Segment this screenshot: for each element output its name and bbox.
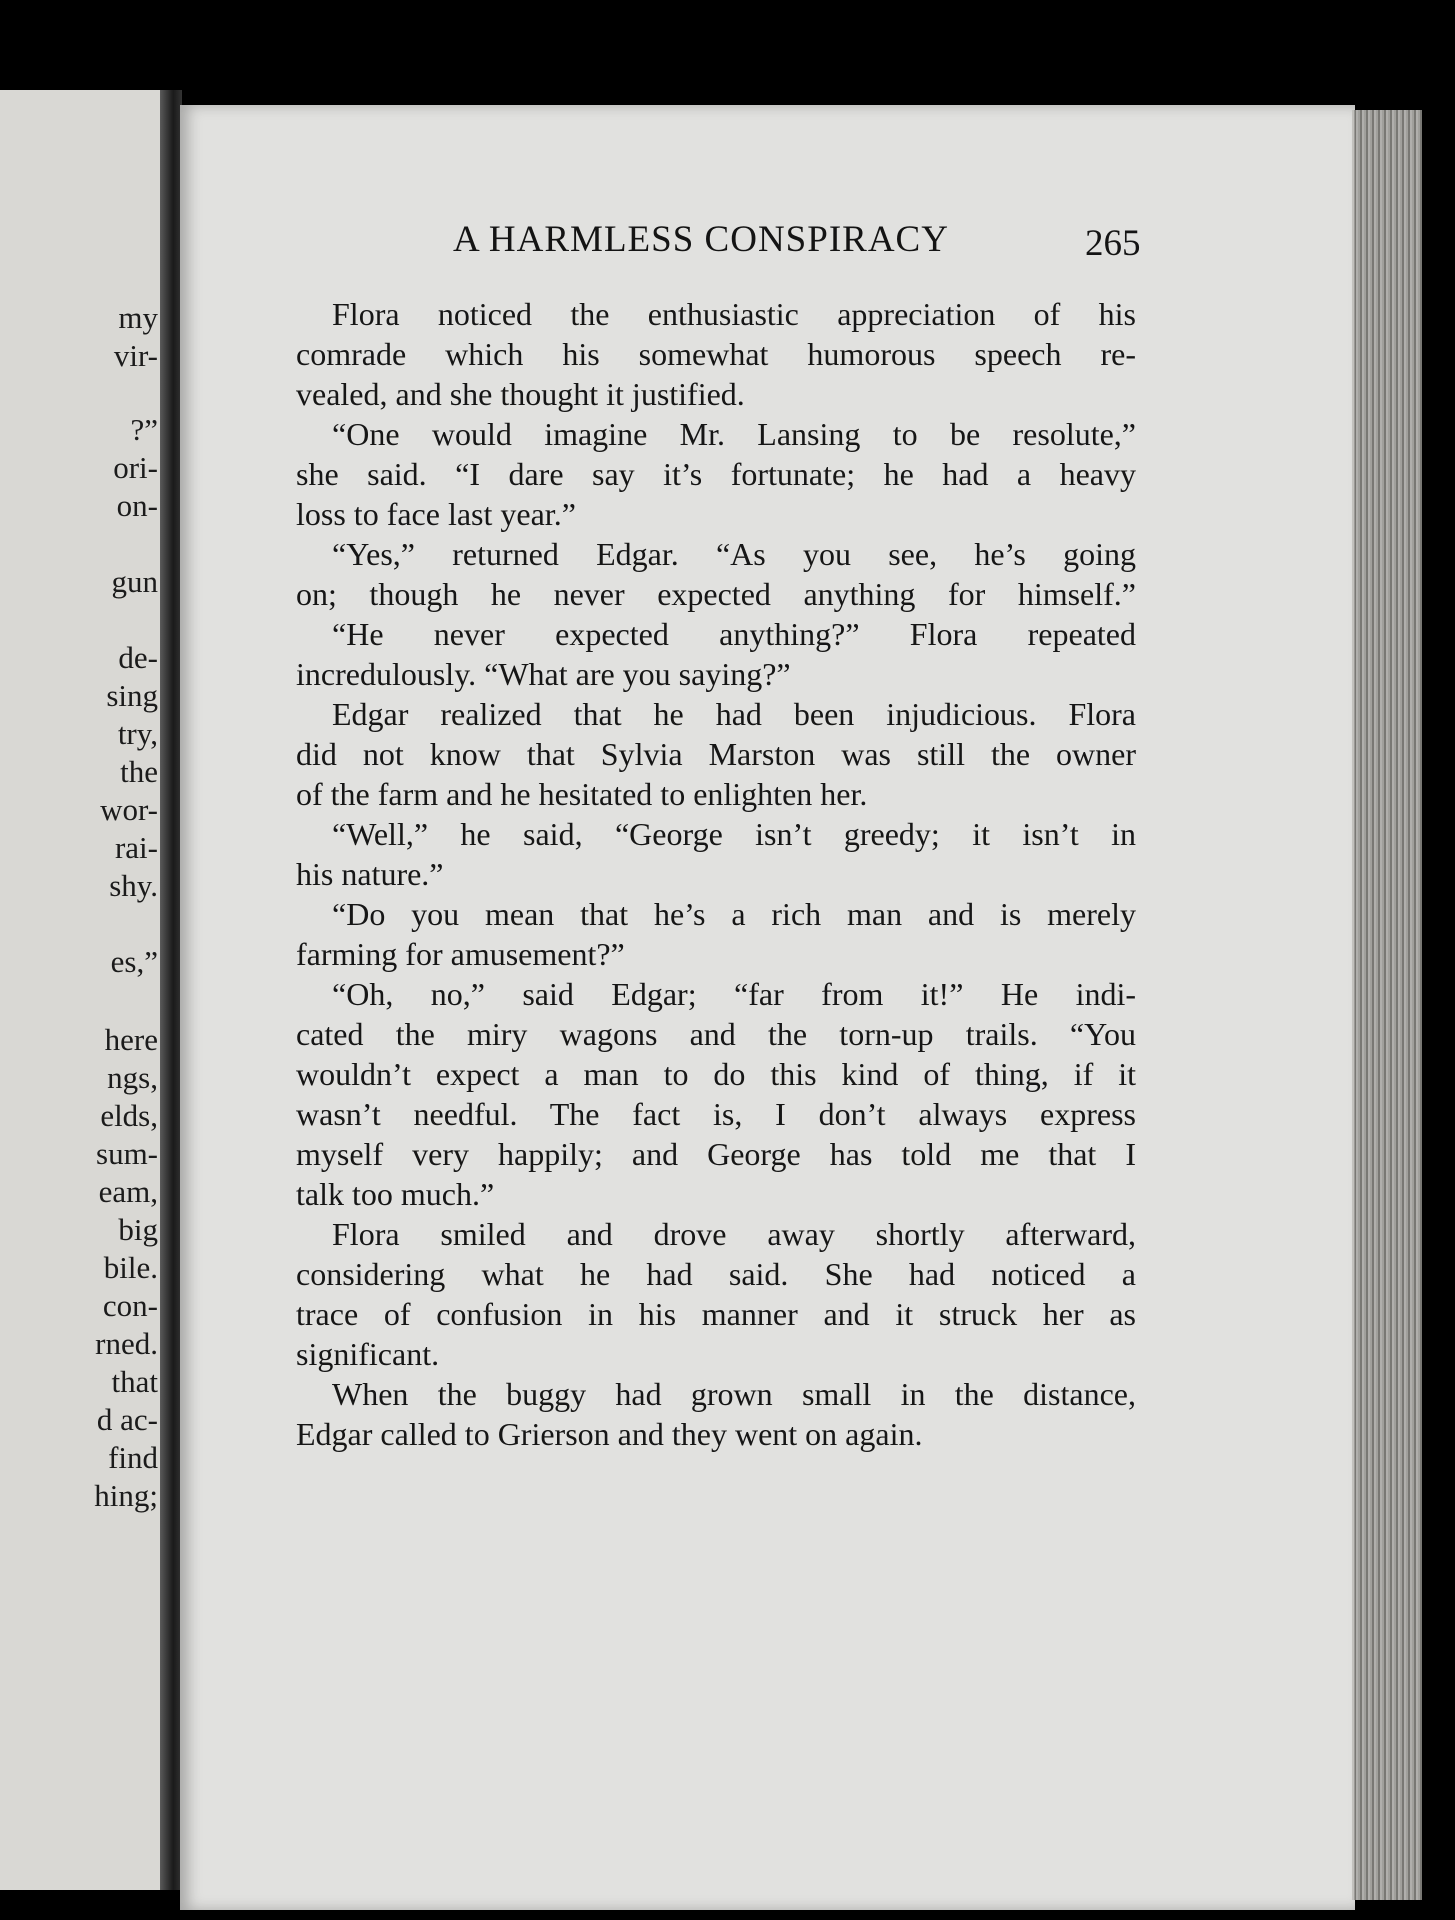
facing-page-line: shy. xyxy=(109,868,158,903)
body-line: “Yes,” returned Edgar. “As you see, he’s going xyxy=(332,536,1136,572)
body-line: wouldn’t expect a man to do this kind of thing, if it xyxy=(296,1056,1136,1092)
body-line: When the buggy had grown small in the distance, xyxy=(332,1376,1136,1412)
facing-page-line: ngs, xyxy=(107,1060,158,1095)
body-line: trace of confusion in his manner and it struck her as xyxy=(296,1296,1136,1332)
running-head: A HARMLESS CONSPIRACY xyxy=(453,219,949,260)
body-line: vealed, and she thought it justified. xyxy=(296,376,745,412)
body-line: “Well,” he said, “George isn’t greedy; it isn’t in xyxy=(332,816,1136,852)
facing-page-line: sing xyxy=(106,678,158,713)
facing-page-line: big xyxy=(118,1212,158,1247)
body-line: myself very happily; and George has told me that I xyxy=(296,1136,1136,1172)
facing-page xyxy=(0,90,172,1890)
facing-page-line: on- xyxy=(116,488,158,523)
body-line: farming for amusement?” xyxy=(296,936,625,972)
facing-page-line: rai- xyxy=(114,830,158,865)
body-line: of the farm and he hesitated to enlighten her. xyxy=(296,776,868,812)
body-line: “Do you mean that he’s a rich man and is merely xyxy=(332,896,1136,932)
facing-page-line: gun xyxy=(111,564,158,599)
body-line: on; though he never expected anything for himself.” xyxy=(296,576,1136,612)
facing-page-line: d ac- xyxy=(96,1402,158,1437)
facing-page-line: bile. xyxy=(103,1250,158,1285)
body-line: Edgar called to Grierson and they went on again. xyxy=(296,1416,923,1452)
body-line: she said. “I dare say it’s fortunate; he had a heavy xyxy=(296,456,1136,492)
body-line: significant. xyxy=(296,1336,440,1372)
book-gutter xyxy=(160,90,182,1890)
body-line: “One would imagine Mr. Lansing to be resolute,” xyxy=(332,416,1136,452)
facing-page-line: es,” xyxy=(110,944,158,979)
body-line: wasn’t needful. The fact is, I don’t always express xyxy=(296,1096,1136,1132)
facing-page-line: ?” xyxy=(130,412,158,447)
body-line: his nature.” xyxy=(296,856,444,892)
facing-page-line: find xyxy=(108,1440,158,1475)
facing-page-line: eam, xyxy=(98,1174,158,1209)
facing-page-line: de- xyxy=(118,640,158,675)
facing-page-line: my xyxy=(118,300,158,335)
body-line: “Oh, no,” said Edgar; “far from it!” He indi- xyxy=(332,976,1136,1012)
body-line: Edgar realized that he had been injudicious. Flora xyxy=(332,696,1136,732)
facing-page-line: elds, xyxy=(100,1098,158,1133)
body-line: Flora smiled and drove away shortly afterward, xyxy=(332,1216,1136,1252)
facing-page-line: ori- xyxy=(113,450,158,485)
facing-page-line: try, xyxy=(117,716,158,751)
body-line: Flora noticed the enthusiastic appreciation of his xyxy=(332,296,1136,332)
body-line: considering what he had said. She had noticed a xyxy=(296,1256,1136,1292)
facing-page-line: hing; xyxy=(94,1478,158,1513)
page-edges xyxy=(1352,110,1422,1900)
facing-page-line: vir- xyxy=(113,338,158,373)
body-line: incredulously. “What are you saying?” xyxy=(296,656,791,692)
body-line: cated the miry wagons and the torn-up trails. “You xyxy=(296,1016,1136,1052)
body-line: loss to face last year.” xyxy=(296,496,576,532)
facing-page-line: the xyxy=(120,754,158,789)
facing-page-line: con- xyxy=(102,1288,158,1323)
facing-page-line: sum- xyxy=(96,1136,158,1171)
facing-page-line: wor- xyxy=(100,792,158,827)
page-number: 265 xyxy=(1085,223,1141,264)
body-line: talk too much.” xyxy=(296,1176,495,1212)
facing-page-line: here xyxy=(104,1022,158,1057)
body-line: did not know that Sylvia Marston was still the owner xyxy=(296,736,1136,772)
facing-page-line: that xyxy=(111,1364,158,1399)
body-line: comrade which his somewhat humorous speech re- xyxy=(296,336,1136,372)
body-line: “He never expected anything?” Flora repeated xyxy=(332,616,1136,652)
facing-page-line: rned. xyxy=(95,1326,158,1361)
